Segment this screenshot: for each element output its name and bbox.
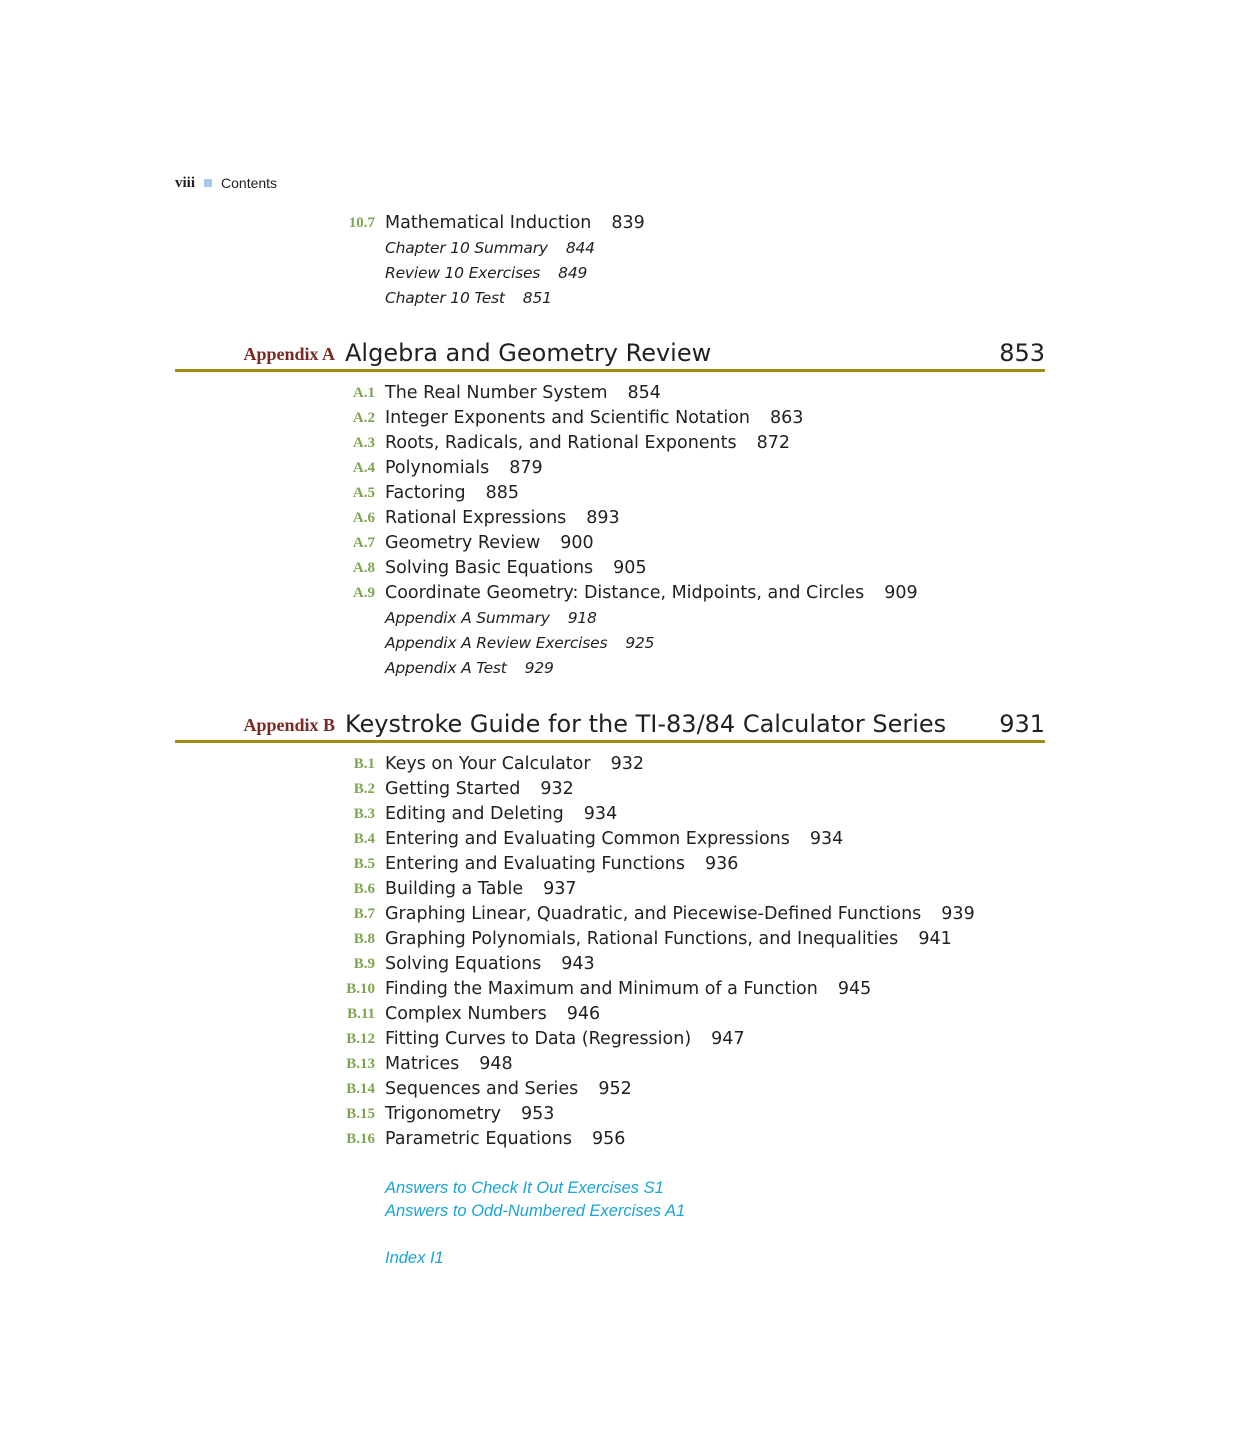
toc-section-entry[interactable] bbox=[0, 506, 1250, 531]
appendix-b-label: Appendix B bbox=[243, 715, 335, 735]
entry-title: Keys on Your Calculator bbox=[385, 754, 591, 774]
toc-section-entry[interactable] bbox=[0, 1002, 1250, 1027]
toc-section-entry[interactable] bbox=[0, 531, 1250, 556]
toc-extra-entry[interactable] bbox=[0, 261, 1250, 286]
entry-title: Factoring bbox=[385, 483, 466, 503]
entry-text bbox=[385, 877, 577, 902]
entry-text bbox=[385, 752, 644, 777]
entry-title: Getting Started bbox=[385, 779, 521, 799]
entry-text bbox=[385, 531, 594, 556]
section-number: A.3 bbox=[352, 435, 375, 451]
toc-section-entry[interactable] bbox=[0, 1027, 1250, 1052]
entry-title: Integer Exponents and Scientific Notation bbox=[385, 408, 751, 428]
entry-page: 854 bbox=[627, 383, 661, 403]
toc-section-entry[interactable] bbox=[0, 802, 1250, 827]
toc-extra-entry[interactable] bbox=[0, 236, 1250, 261]
entry-text bbox=[385, 656, 554, 681]
entry-text bbox=[385, 406, 803, 431]
entry-page: 925 bbox=[625, 634, 655, 652]
section-number: A.2 bbox=[352, 410, 375, 426]
entry-title: Solving Basic Equations bbox=[385, 558, 594, 578]
entry-text bbox=[385, 1052, 513, 1077]
section-number: B.1 bbox=[353, 756, 375, 772]
entry-text bbox=[385, 261, 587, 286]
appendix-b-entries bbox=[0, 752, 1250, 1152]
section-number: B.2 bbox=[353, 781, 375, 797]
answers-check-it-out-link[interactable]: Answers to Check It Out Exercises S1 bbox=[385, 1179, 664, 1197]
entry-text bbox=[385, 1027, 745, 1052]
entry-text bbox=[385, 827, 843, 852]
section-number: B.7 bbox=[353, 906, 375, 922]
chapter-10-entries bbox=[0, 211, 1250, 311]
running-head-title: Contents bbox=[221, 175, 278, 191]
entry-title: Matrices bbox=[385, 1054, 460, 1074]
toc-section-entry[interactable] bbox=[0, 1102, 1250, 1127]
entry-page: 863 bbox=[770, 408, 804, 428]
entry-title: Building a Table bbox=[385, 879, 524, 899]
entry-page: 948 bbox=[479, 1054, 513, 1074]
entry-page: 918 bbox=[567, 609, 597, 627]
entry-page: 839 bbox=[611, 213, 645, 233]
entry-page: 947 bbox=[711, 1029, 745, 1049]
section-number: B.9 bbox=[353, 956, 375, 972]
entry-text bbox=[385, 581, 918, 606]
section-number: A.7 bbox=[352, 535, 375, 551]
entry-text bbox=[385, 1002, 600, 1027]
entry-page: 844 bbox=[565, 239, 595, 257]
entry-text bbox=[385, 211, 645, 236]
answers-odd-numbered-link[interactable]: Answers to Odd-Numbered Exercises A1 bbox=[385, 1202, 686, 1220]
toc-section-entry[interactable] bbox=[0, 1077, 1250, 1102]
appendix-a-label: Appendix A bbox=[243, 344, 335, 364]
appendix-a-entries bbox=[0, 381, 1250, 681]
toc-section-entry[interactable] bbox=[0, 556, 1250, 581]
entry-title: Sequences and Series bbox=[385, 1079, 579, 1099]
section-number: B.6 bbox=[353, 881, 375, 897]
entry-page: 941 bbox=[918, 929, 952, 949]
toc-extra-entry[interactable] bbox=[0, 631, 1250, 656]
section-number: B.16 bbox=[346, 1131, 375, 1147]
entry-page: 851 bbox=[522, 289, 552, 307]
entry-title: The Real Number System bbox=[385, 383, 608, 403]
section-number: A.6 bbox=[352, 510, 375, 526]
toc-section-entry[interactable] bbox=[0, 877, 1250, 902]
entry-text bbox=[385, 236, 595, 261]
appendix-a-title: Algebra and Geometry Review bbox=[345, 339, 712, 367]
entry-title: Chapter 10 Summary bbox=[385, 239, 548, 257]
entry-text bbox=[385, 481, 519, 506]
entry-page: 956 bbox=[591, 1129, 626, 1149]
entry-text bbox=[385, 902, 975, 927]
entry-title: Coordinate Geometry: Distance, Midpoints, and Circles bbox=[385, 583, 865, 603]
entry-title: Roots, Radicals, and Rational Exponents bbox=[385, 433, 737, 453]
entry-title: Solving Equations bbox=[385, 954, 542, 974]
toc-section-entry[interactable] bbox=[0, 431, 1250, 456]
entry-title: Review 10 Exercises bbox=[385, 264, 541, 282]
toc-section-entry[interactable] bbox=[0, 902, 1250, 927]
entry-page: 932 bbox=[610, 754, 644, 774]
appendix-a-heading[interactable] bbox=[175, 333, 1045, 372]
section-number: B.15 bbox=[346, 1106, 375, 1122]
entry-text bbox=[385, 381, 661, 406]
entry-text bbox=[385, 556, 647, 581]
entry-text bbox=[385, 802, 617, 827]
toc-section-entry[interactable] bbox=[0, 211, 1250, 236]
square-bullet-icon bbox=[204, 179, 212, 187]
entry-page: 952 bbox=[598, 1079, 632, 1099]
entry-page: 909 bbox=[884, 583, 918, 603]
entry-title: Fitting Curves to Data (Regression) bbox=[385, 1029, 692, 1049]
toc-section-entry[interactable] bbox=[0, 381, 1250, 406]
toc-section-entry[interactable] bbox=[0, 977, 1250, 1002]
entry-text bbox=[385, 456, 543, 481]
toc-extra-entry[interactable] bbox=[0, 286, 1250, 311]
toc-section-entry[interactable] bbox=[0, 581, 1250, 606]
toc-section-entry[interactable] bbox=[0, 927, 1250, 952]
entry-text bbox=[385, 286, 552, 311]
section-number: B.12 bbox=[346, 1031, 375, 1047]
appendix-a-page: 853 bbox=[999, 339, 1045, 367]
entry-title: Graphing Linear, Quadratic, and Piecewise-Defined Functions bbox=[385, 904, 922, 924]
section-number: B.5 bbox=[353, 856, 375, 872]
entry-text bbox=[385, 631, 654, 656]
toc-section-entry[interactable] bbox=[0, 481, 1250, 506]
entry-text bbox=[385, 506, 620, 531]
entry-title: Graphing Polynomials, Rational Functions, and Inequalities bbox=[385, 929, 899, 949]
entry-title: Chapter 10 Test bbox=[385, 289, 505, 307]
toc-section-entry[interactable] bbox=[0, 952, 1250, 977]
entry-text bbox=[385, 952, 595, 977]
section-number: B.14 bbox=[346, 1081, 375, 1097]
toc-section-entry[interactable] bbox=[0, 752, 1250, 777]
entry-page: 939 bbox=[941, 904, 975, 924]
section-number: B.10 bbox=[346, 981, 375, 997]
entry-page: 953 bbox=[521, 1104, 555, 1124]
entry-page: 946 bbox=[566, 1004, 601, 1024]
entry-title: Appendix A Summary bbox=[385, 609, 550, 627]
entry-page: 936 bbox=[704, 854, 739, 874]
appendix-b-heading[interactable] bbox=[175, 704, 1045, 743]
section-number: B.13 bbox=[346, 1056, 375, 1072]
entry-title: Appendix A Review Exercises bbox=[385, 634, 608, 652]
entry-text bbox=[385, 852, 738, 877]
section-number: A.4 bbox=[352, 460, 375, 476]
entry-page: 849 bbox=[558, 264, 588, 282]
toc-section-entry[interactable] bbox=[0, 1127, 1250, 1152]
entry-page: 885 bbox=[485, 483, 520, 503]
entry-title: Appendix A Test bbox=[385, 659, 507, 677]
entry-text bbox=[385, 606, 597, 631]
entry-text bbox=[385, 431, 790, 456]
entry-text bbox=[385, 1077, 632, 1102]
entry-page: 945 bbox=[837, 979, 872, 999]
entry-text bbox=[385, 927, 952, 952]
entry-title: Complex Numbers bbox=[385, 1004, 547, 1024]
toc-extra-entry[interactable] bbox=[0, 606, 1250, 631]
toc-section-entry[interactable] bbox=[0, 1052, 1250, 1077]
toc-section-entry[interactable] bbox=[0, 827, 1250, 852]
toc-section-entry[interactable] bbox=[0, 406, 1250, 431]
section-number: B.3 bbox=[353, 806, 375, 822]
entry-page: 900 bbox=[560, 533, 594, 553]
entry-title: Polynomials bbox=[385, 458, 490, 478]
section-number: B.8 bbox=[353, 931, 375, 947]
section-number: A.5 bbox=[352, 485, 375, 501]
appendix-b-title: Keystroke Guide for the TI-83/84 Calculator Series bbox=[345, 710, 947, 738]
entry-text bbox=[385, 977, 871, 1002]
section-number: A.8 bbox=[352, 560, 375, 576]
entry-page: 929 bbox=[524, 659, 554, 677]
toc-section-entry[interactable] bbox=[0, 456, 1250, 481]
page-number: viii bbox=[175, 174, 196, 191]
entry-title: Finding the Maximum and Minimum of a Function bbox=[385, 979, 818, 999]
entry-page: 932 bbox=[540, 779, 574, 799]
toc-section-entry[interactable] bbox=[0, 852, 1250, 877]
entry-title: Editing and Deleting bbox=[385, 804, 564, 824]
section-number: B.4 bbox=[353, 831, 375, 847]
entry-text bbox=[385, 1127, 625, 1152]
index-link[interactable]: Index I1 bbox=[385, 1249, 444, 1267]
entry-title: Trigonometry bbox=[385, 1104, 502, 1124]
entry-page: 934 bbox=[583, 804, 618, 824]
toc-extra-entry[interactable] bbox=[0, 656, 1250, 681]
entry-page: 934 bbox=[809, 829, 844, 849]
entry-title: Parametric Equations bbox=[385, 1129, 572, 1149]
entry-title: Entering and Evaluating Common Expressions bbox=[385, 829, 790, 849]
section-number: B.11 bbox=[347, 1006, 375, 1022]
appendix-b-page: 931 bbox=[999, 710, 1045, 738]
entry-title: Rational Expressions bbox=[385, 508, 567, 528]
toc-section-entry[interactable] bbox=[0, 777, 1250, 802]
entry-title: Mathematical Induction bbox=[385, 213, 592, 233]
entry-title: Geometry Review bbox=[385, 533, 541, 553]
section-number: A.1 bbox=[352, 385, 375, 401]
entry-page: 893 bbox=[586, 508, 620, 528]
entry-text bbox=[385, 777, 574, 802]
section-number: 10.7 bbox=[348, 215, 375, 231]
entry-page: 937 bbox=[543, 879, 577, 899]
entry-page: 879 bbox=[509, 458, 543, 478]
entry-page: 905 bbox=[613, 558, 647, 578]
entry-title: Entering and Evaluating Functions bbox=[385, 854, 685, 874]
running-head bbox=[175, 174, 277, 192]
section-number: A.9 bbox=[352, 585, 375, 601]
entry-page: 943 bbox=[561, 954, 595, 974]
entry-text bbox=[385, 1102, 554, 1127]
entry-page: 872 bbox=[756, 433, 791, 453]
